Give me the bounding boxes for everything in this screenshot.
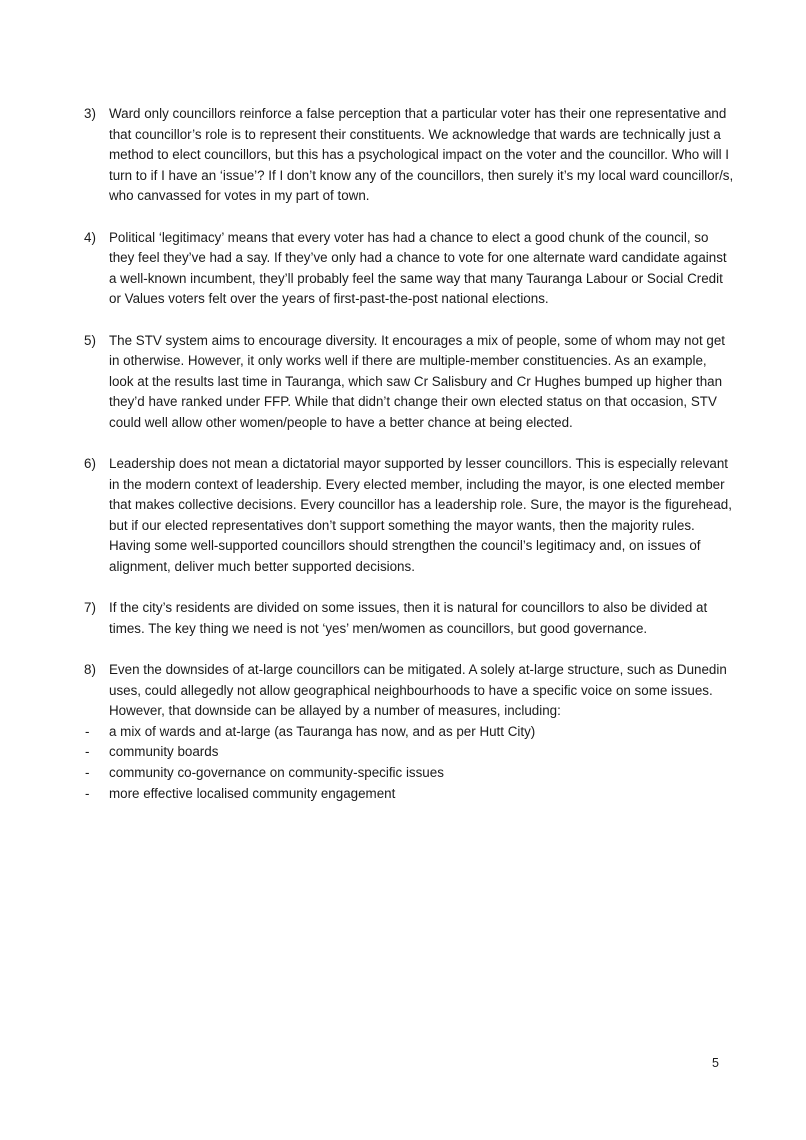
measure-item: [84, 763, 734, 784]
list-item-4: [84, 228, 734, 310]
list-item-6: [84, 454, 734, 578]
measure-item: [84, 784, 734, 805]
dash-marker: -: [85, 744, 90, 760]
list-item-text: Ward only councillors reinforce a false perception that a particular voter has their one representative and that councillor’s role is to represent their constituents. We acknowledge that wards are technically just a method to elect councillors, but this has a psychological impact on the voter and the councillor. Who will I turn to if I have an ‘issue’? If I don’t know any of the councillors, then surely it’s my local ward councillor/s, who canvassed for votes in my part of town.: [109, 106, 734, 204]
measure-text: community boards: [109, 744, 219, 760]
list-item-text: If the city’s residents are divided on some issues, then it is natural for councillors to also be divided at times. The key thing we need is not ‘yes’ men/women as councillors, but good governance.: [109, 600, 708, 636]
dash-marker: -: [85, 723, 90, 739]
list-item-7: [84, 598, 734, 639]
list-number: 6): [84, 456, 96, 472]
measure-item: [84, 722, 734, 743]
list-number: 4): [84, 229, 96, 245]
dash-marker: -: [85, 765, 90, 780]
list-item-text: Even the downsides of at-large councillors can be mitigated. A solely at-large structure, such as Dunedin uses, could allegedly not allow geographical neighbourhoods to have a specific voice on some issues. However, that downside can be allayed by a number of measures, including:: [109, 662, 727, 719]
page-number: 5: [712, 1056, 719, 1070]
measure-text: community co-governance on community-specific issues: [109, 765, 444, 780]
list-item-text: Political ‘legitimacy’ means that every voter has had a chance to elect a good chunk of the council, so they feel they’ve had a say. If they’ve only had a chance to vote for one alternate ward candidate against a well-known incumbent, they’ll probably feel the same way that many Tauranga Labour or Social Credit or Values voters felt over the years of first-past-the-post national elections.: [109, 229, 727, 307]
list-number: 3): [84, 106, 96, 121]
list-number: 8): [84, 662, 96, 678]
list-number: 5): [84, 332, 96, 348]
list-item-5: [84, 331, 734, 434]
document-body: [84, 104, 734, 804]
list-item-3: [84, 104, 734, 207]
measure-text: more effective localised community engagement: [109, 785, 396, 801]
list-number: 7): [84, 600, 96, 616]
measure-text: a mix of wards and at-large (as Tauranga has now, and as per Hutt City): [109, 723, 536, 739]
list-item-text: Leadership does not mean a dictatorial mayor supported by lesser councillors. This is especially relevant in the modern context of leadership. Every elected member, including the mayor, is one elected member that makes collective decisions. Every councillor has a leadership role. Sure, the mayor is the figurehead, but if our elected representatives don’t support something the mayor wants, then the majority rules. Having some well-supported councillors should strengthen the council’s legitimacy and, on issues of alignment, deliver much better supported decisions.: [109, 456, 732, 575]
list-item-8: [84, 660, 734, 722]
dash-marker: -: [85, 785, 90, 801]
measure-item: [84, 742, 734, 763]
list-item-text: The STV system aims to encourage diversity. It encourages a mix of people, some of whom may not get in otherwise. However, it only works well if there are multiple-member constituencies. As an example, look at the results last time in Tauranga, which saw Cr Salisbury and Cr Hughes bumped up higher than they’d have ranked under FFP. While that didn’t change their own elected status on that occasion, STV could well allow other women/people to have a better chance at being elected.: [109, 332, 726, 430]
measures-list: [84, 722, 734, 804]
